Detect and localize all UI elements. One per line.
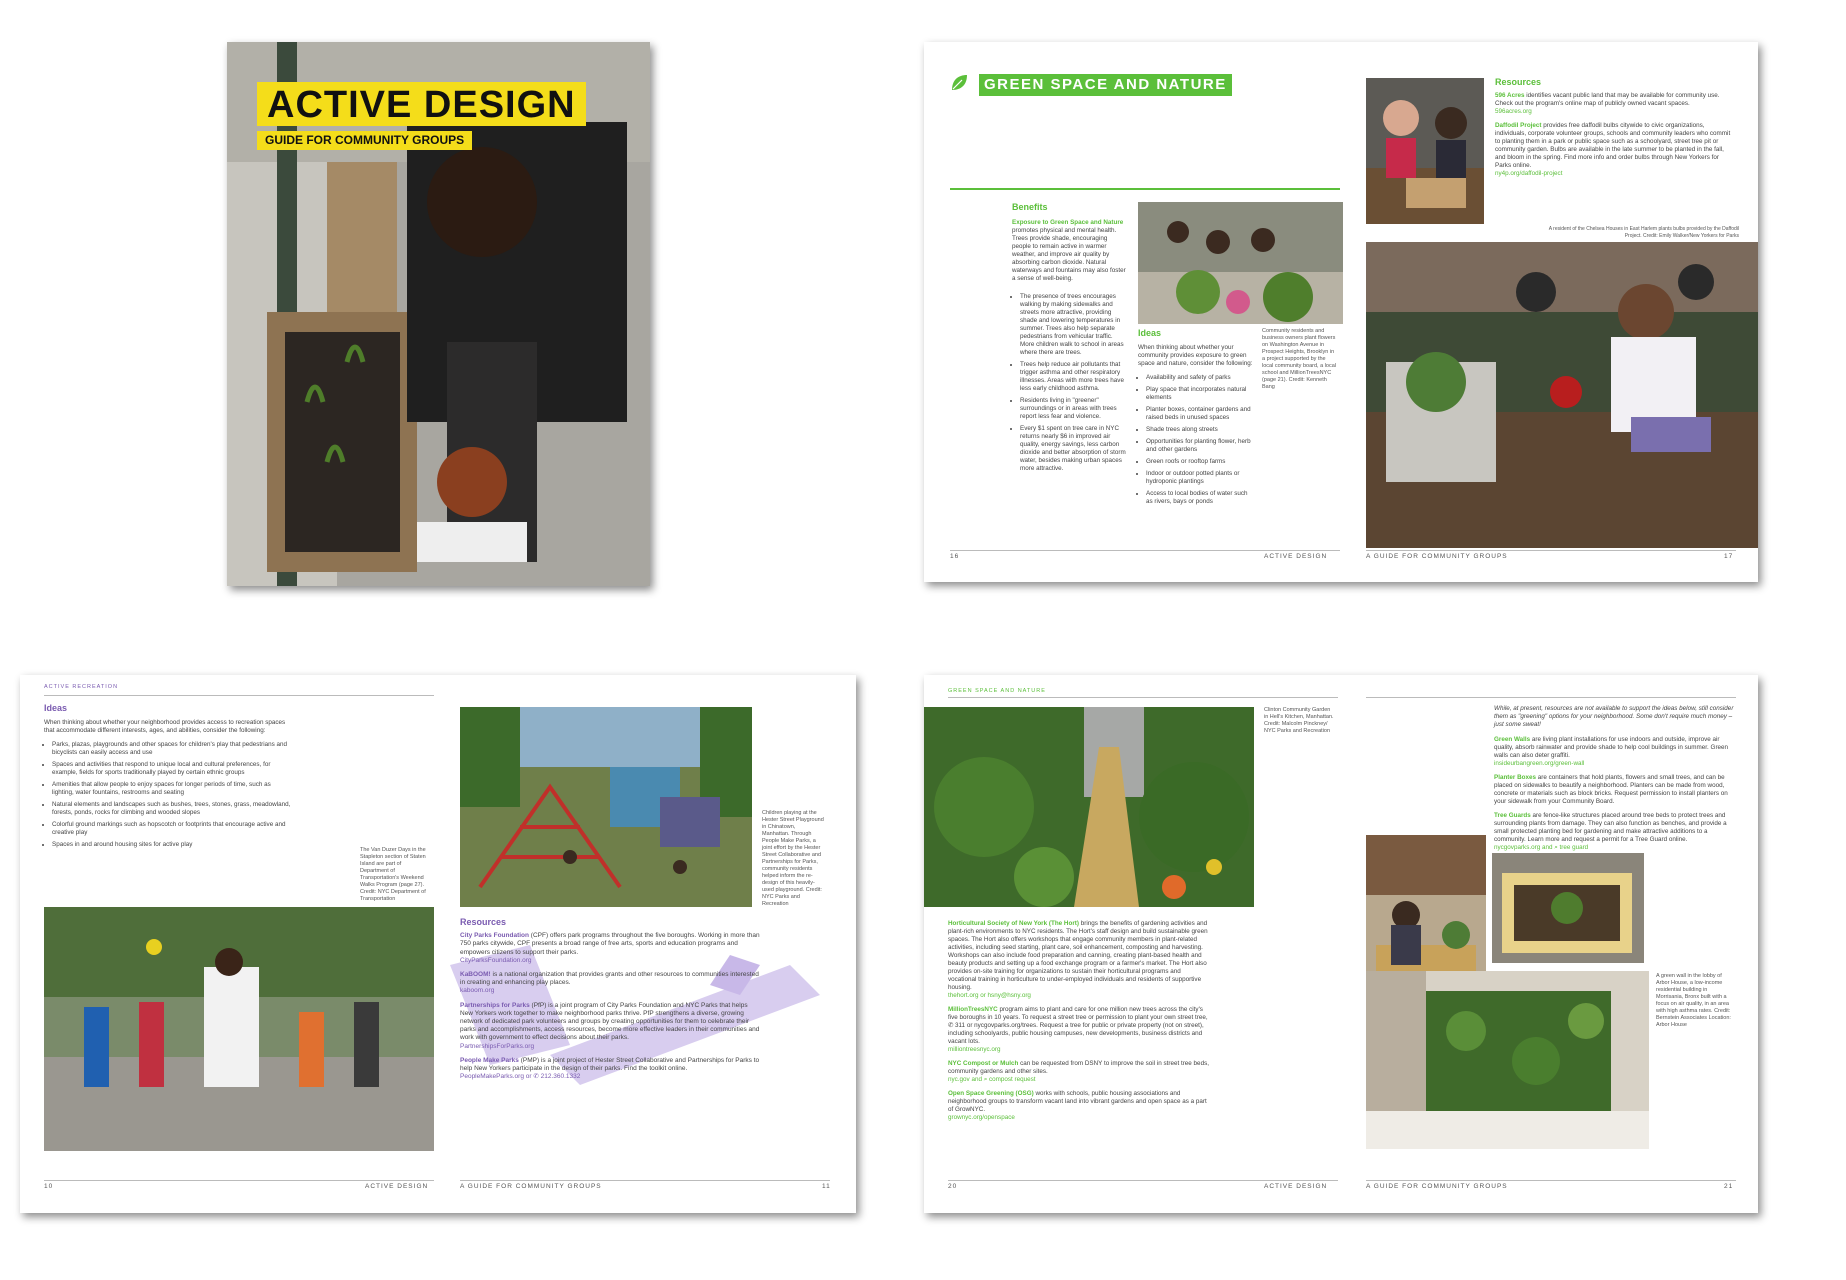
idea-bullet: • Play space that incorporates natural elements (1146, 386, 1254, 402)
girl-planting-photo (1366, 242, 1758, 548)
resource-text: is a national organization that provides grants and other resources to communities interested in creating and enhancing play places. (460, 971, 759, 987)
idea-item (1494, 812, 1734, 852)
section-rule (950, 188, 1340, 190)
footer-right-text: A GUIDE FOR COMMUNITY GROUPS (460, 1183, 602, 1190)
cover-subtitle: GUIDE FOR COMMUNITY GROUPS (265, 133, 465, 147)
idea-bullet: • Opportunities for planting flower, herb and other gardens (1146, 438, 1254, 454)
right-intro: While, at present, resources are not available to support the ideas below, still consider them as "greening" options for your neighborhood. Some don't require much money – just some sweat! (1494, 705, 1734, 728)
ideas-bullets (1138, 374, 1254, 506)
ideas-heading: Ideas (1138, 328, 1162, 338)
leaf-icon (950, 74, 968, 92)
cover-page (227, 42, 650, 586)
benefit-bullet: • Every $1 spent on tree care in NYC returns nearly $6 in improved air quality, energy savings, less carbon dioxide and better absorption of storm water, besides making urban spaces more attractive. (1020, 425, 1127, 473)
resource-name: MillionTreesNYC (948, 1006, 998, 1013)
resource-text: provides free daffodil bulbs citywide to civic organizations, individuals, corporate volunteer groups, schools and community leaders who commit to planting them in a park or public space such as a schoolyard, street tree pit or community garden. Bulbs are available in the late summer to be planted in the fall, and bloom in the spring. Find more info and order bulbs through New Yorkers for Parks online. (1495, 122, 1731, 169)
benefits-column (1012, 219, 1127, 477)
resource-link[interactable]: grownyc.org/openspace (948, 1114, 1015, 1121)
resources-heading: Resources (460, 917, 507, 927)
ideas-intro: When thinking about whether your community provides exposure to green space and nature, consider the following: (1138, 344, 1253, 367)
ideas-block (44, 719, 294, 853)
resource-text: brings the benefits of gardening activities and plant-rich environments to NYC residents. The Hort's staff design and build sustainable green spaces. The Hort also offers workshops that engage community members in plant-related activities, including seed starting, plant care, soil enhancement, composting and harvesting. Workshops can also include food preparation and canning, creating plant-based health and beauty products and setting up a food exchange program or a farmer's market. The Hort also provides on-site training for organizations to sustain their horticultural programs and vocational training in horticulture to under-employed individuals and residents of supportive housing. (948, 920, 1208, 991)
wall-caption: A green wall in the lobby of Arbor House, a low-income residential building in Morrisania, Bronx built with a focus on air quality, in an area with high asthma rates. Credit: Bernstein Associates Location: Arbor House (1656, 973, 1731, 1028)
resource-link[interactable]: PartnershipsForParks.org (460, 1042, 535, 1050)
daffodil-photo (1366, 78, 1484, 224)
ideas-intro: When thinking about whether your neighborhood provides access to recreation spaces that accommodate different interests, ages, and abilities, consider the following: (44, 719, 286, 734)
right-text-block (1494, 705, 1734, 858)
resources-block (460, 918, 760, 1087)
benefit-bullet: • Trees help reduce air pollutants that trigger asthma and other respiratory illnesses. Areas with more trees have less early childhood asthma. (1020, 361, 1127, 393)
resource-item (948, 920, 1210, 1000)
resource-link[interactable]: thehort.org or hsny@hsny.org (948, 992, 1031, 999)
planting-photo (1138, 202, 1343, 324)
ideas-heading: Ideas (44, 703, 68, 713)
resource-name: KaBOOM! (460, 971, 491, 979)
resource-item (460, 932, 760, 965)
resource-link[interactable]: CityParksFoundation.org (460, 956, 532, 964)
top-rule (948, 697, 1338, 698)
community-garden-photo (924, 707, 1254, 907)
resource-text: (CPF) offers park programs throughout the five boroughs. Working in more than 750 parks citywide, CPF presents a broad range of free arts, sports and education programs and empowers citizens to support their parks. (460, 932, 760, 956)
resource-name: Open Space Greening (OSG) (948, 1090, 1034, 1097)
page-number-11: 11 (822, 1183, 831, 1190)
idea-bullet: • Parks, plazas, playgrounds and other spaces for children's play that pedestrians and bicyclists can easily access and use (52, 741, 294, 757)
footer-rule-right (1366, 550, 1736, 551)
idea-text: are containers that hold plants, flowers and small trees, and can be placed on sidewalks to beautify a neighborhood. Planters can be made from wood, concrete or materials such as block bricks. Request permission to install planters on your sidewalk from your Community Board. (1494, 774, 1728, 805)
tree-guard-photo (1492, 853, 1644, 963)
cover-title: ACTIVE DESIGN (267, 84, 576, 126)
resource-name: Daffodil Project (1495, 122, 1542, 129)
benefit-bullet: • The presence of trees encourages walking by making sidewalks and streets more attractive, providing shade and lowering temperatures in summer. Trees also help separate pedestrians from vehicular traffic. More children walk to school in areas where there are trees. (1020, 293, 1127, 357)
idea-link[interactable]: nycgovparks.org and ⌕ tree guard (1494, 844, 1589, 851)
daffodil-caption: A resident of the Chelsea Houses in East Harlem plants bulbs provided by the Daffodil Project. Credit: Emily Walker/New Yorkers for Parks (1548, 226, 1739, 239)
resource-text: can be requested from DSNY to improve the soil in street tree beds, community gardens and other sites. (948, 1060, 1209, 1075)
footer-left-text: ACTIVE DESIGN (365, 1183, 429, 1190)
idea-bullet: • Colorful ground markings such as hopscotch or footprints that encourage active and creative play (52, 821, 294, 837)
resource-text: (PfP) is a joint program of City Parks Foundation and NYC Parks that helps New Yorkers work together to make neighborhood parks thrive. PfP strengthens a diverse, growing network of dedicated park volunteers and groups by creating opportunities for them to celebrate their parks and accomplishments, access resources, become more effective leaders in their communities and work with government to effect decisions about their parks. (460, 1001, 760, 1042)
resource-name: NYC Compost or Mulch (948, 1060, 1019, 1067)
left-resources-block (948, 920, 1210, 1128)
karate-photo (44, 907, 434, 1151)
footer-right-text: A GUIDE FOR COMMUNITY GROUPS (1366, 553, 1508, 560)
idea-bullet: • Amenities that allow people to enjoy spaces for longer periods of time, such as lighting, water fountains, restrooms and seating (52, 781, 294, 797)
idea-name: Planter Boxes (1494, 774, 1536, 781)
ideas-column (1138, 344, 1254, 510)
resources-heading: Resources (1495, 77, 1542, 87)
resource-name: People Make Parks (460, 1056, 519, 1064)
top-rule-right (1366, 697, 1736, 698)
resource-text: (PMP) is a joint project of Hester Street Collaborative and Partnerships for Parks to help New Yorkers participate in the design of their parks. Find the toolkit online. (460, 1056, 760, 1073)
spread-16-17 (924, 42, 1758, 582)
footer-rule-right (1366, 1180, 1736, 1181)
benefit-intro: promotes physical and mental health. Trees provide shade, encouraging people to remain active in warmer weather, and improve air quality by absorbing carbon dioxide. Natural waterways and fountains may also foster a sense of well-being. (1012, 227, 1126, 282)
running-head: ACTIVE RECREATION (44, 684, 119, 690)
idea-bullet: • Availability and safety of parks (1146, 374, 1254, 382)
planting-caption: Community residents and business owners plant flowers on Washington Avenue in Prospect Heights, Brooklyn in a project supported by the local community board, a local school and MillionTreesNYC (page 21). Credit: Kenneth Bang (1262, 328, 1336, 390)
running-head: GREEN SPACE AND NATURE (948, 688, 1046, 694)
idea-bullet: • Natural elements and landscapes such as bushes, trees, stones, grass, meadowland, forests, ponds, rocks for climbing and wooded slopes (52, 801, 294, 817)
idea-bullet: • Indoor or outdoor potted plants or hydroponic plantings (1146, 470, 1254, 486)
playground-photo (460, 707, 752, 907)
idea-bullet: • Planter boxes, container gardens and raised beds in unused spaces (1146, 406, 1254, 422)
idea-bullet: • Spaces in and around housing sites for active play (52, 841, 294, 849)
benefit-subheading: Exposure to Green Space and Nature (1012, 219, 1124, 226)
spread-10-11 (20, 675, 856, 1213)
resource-item (460, 971, 760, 996)
benefit-bullet: • Residents living in "greener" surroundings or in areas with trees report less fear and violence. (1020, 397, 1127, 421)
page-number-10: 10 (44, 1183, 54, 1190)
idea-bullet: • Access to local bodies of water such as rivers, bays or ponds (1146, 490, 1254, 506)
idea-link[interactable]: insideurbangreen.org/green-wall (1494, 760, 1585, 767)
cover-subtitle-band (257, 131, 472, 150)
resource-name: City Parks Foundation (460, 932, 529, 940)
resources-block (1495, 78, 1735, 184)
ideas-bullets (44, 741, 294, 849)
resource-text: identifies vacant public land that may be available for community use. Check out the program's online map of publicly owned vacant spaces. (1495, 92, 1720, 107)
idea-item (1494, 736, 1734, 768)
resource-text: program aims to plant and care for one million new trees across the city's five boroughs in 10 years. To request a street tree or permission to plant your own street tree, ✆ 311 or nycgovparks.org/trees. Request a tree for public or private property (not on street), including schoolyards, public housing campuses, new developments, business districts and vacant lots. (948, 1006, 1208, 1045)
resource-item (1495, 122, 1735, 178)
resource-link[interactable]: 596acres.org (1495, 108, 1532, 115)
weekend-walks-caption: The Van Duzer Days in the Stapleton section of Staten Island are part of Department of Transportation's Weekend Walks Program (page 27). Credit: NYC Department of Transportation (360, 847, 426, 902)
page-number-20: 20 (948, 1183, 958, 1190)
idea-text: are fence-like structures placed around tree beds to protect trees and surrounding plants from damage. They can also function as benches, and provide a small protected planting bed for gardening and make attractive additions to a community. Learn more and request a permit for a Tree Guard online. (1494, 812, 1727, 843)
cover-title-band (257, 82, 586, 126)
footer-left-text: ACTIVE DESIGN (1264, 1183, 1328, 1190)
footer-right-text: A GUIDE FOR COMMUNITY GROUPS (1366, 1183, 1508, 1190)
resource-link[interactable]: nyc.gov and ⌕ compost request (948, 1076, 1036, 1083)
footer-rule-left (948, 1180, 1338, 1181)
idea-item (1494, 774, 1734, 806)
idea-text: are living plant installations for use indoors and outside, improve air quality, absorb rainwater and provide shade to help cool buildings in summer. Green walls can also deter graffiti. (1494, 736, 1729, 759)
resource-name: Horticultural Society of New York (The Hort) (948, 920, 1079, 927)
footer-rule-right (460, 1180, 830, 1181)
spread-20-21 (924, 675, 1758, 1213)
page-number-17: 17 (1724, 553, 1734, 560)
resource-link[interactable]: PeopleMakeParks.org or ✆ 212.360.1332 (460, 1073, 581, 1081)
resource-link[interactable]: milliontreesnyc.org (948, 1046, 1001, 1053)
resource-item (948, 1060, 1210, 1084)
idea-name: Green Walls (1494, 736, 1531, 743)
benefit-bullets (1012, 293, 1127, 473)
resource-link[interactable]: kaboom.org (460, 987, 495, 995)
section-title-band (979, 74, 1232, 96)
resource-link[interactable]: ny4p.org/daffodil-project (1495, 170, 1563, 177)
section-title: GREEN SPACE AND NATURE (984, 76, 1227, 93)
resource-item (460, 1002, 760, 1051)
playground-caption: Children playing at the Hester Street Playground in Chinatown, Manhattan. Through People Make Parks, a joint effort by the Hester Street Collaborative and Partnerships for Parks, community residents helped inform the re-design of this heavily-used playground. Credit: NYC Parks and Recreation (762, 810, 824, 907)
resource-item (948, 1006, 1210, 1054)
garden-caption: Clinton Community Garden in Hell's Kitchen, Manhattan. Credit: Malcolm Pinckney/ NYC Parks and Recreation (1264, 707, 1334, 734)
footer-left-text: ACTIVE DESIGN (1264, 553, 1328, 560)
idea-bullet: • Green roofs or rooftop farms (1146, 458, 1254, 466)
top-rule (44, 695, 434, 696)
footer-rule-left (950, 550, 1340, 551)
idea-bullet: • Shade trees along streets (1146, 426, 1254, 434)
resource-name: 596 Acres (1495, 92, 1525, 99)
resource-text: works with schools, public housing associations and neighborhood groups to transform vacant land into vibrant gardens and open space as a part of GrowNYC. (948, 1090, 1207, 1113)
benefits-heading: Benefits (1012, 202, 1048, 212)
footer-rule-left (44, 1180, 434, 1181)
resource-item (1495, 92, 1735, 116)
idea-name: Tree Guards (1494, 812, 1531, 819)
green-wall-photo (1366, 971, 1649, 1149)
page-number-21: 21 (1724, 1183, 1734, 1190)
resource-item (460, 1057, 760, 1082)
resource-name: Partnerships for Parks (460, 1001, 530, 1009)
idea-bullet: • Spaces and activities that respond to unique local and cultural preferences, for example, fields for sports traditionally played by certain ethnic groups (52, 761, 294, 777)
page-number-16: 16 (950, 553, 960, 560)
resource-item (948, 1090, 1210, 1122)
